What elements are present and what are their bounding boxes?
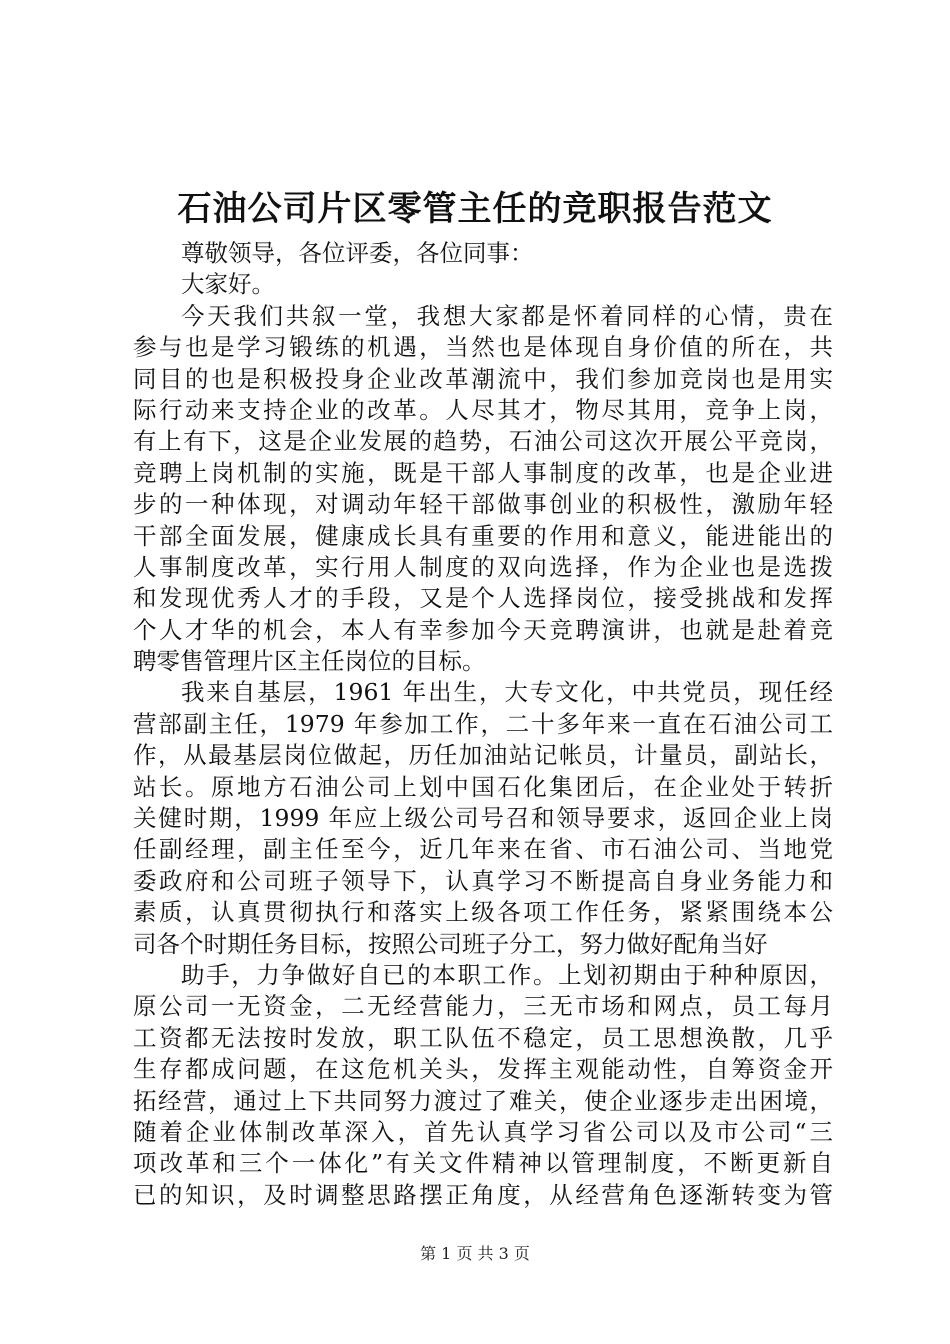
text-line: 生存都成问题，在这危机关头，发挥主观能动性，自筹资金开 [133, 1055, 833, 1084]
text-line: 聘零售管理片区主任岗位的目标。 [133, 647, 486, 676]
text-line: 站长。原地方石油公司上划中国石化集团后，在企业处于转折 [133, 772, 833, 801]
page-number-footer: 第 1 页 共 3 页 [420, 1244, 530, 1263]
text-line: 司各个时期任务目标，按照公司班子分工，努力做好配角当好 [133, 929, 768, 958]
text-line: 已的知识，及时调整思路摆正角度，从经营角色逐渐转变为管 [133, 1180, 833, 1209]
text-line: 素质，认真贯彻执行和落实上级各项工作任务，紧紧围绕本公 [133, 898, 833, 927]
text-line: 关健时期，1999 年应上级公司号召和领导要求，返回企业上岗 [133, 804, 833, 833]
document-body [133, 238, 833, 1211]
text-line: 参与也是学习锻练的机遇，当然也是体现自身价值的所在，共 [133, 333, 833, 362]
text-line: 营部副主任，1979 年参加工作，二十多年来一直在石油公司工 [133, 709, 833, 738]
text-line: 原公司一无资金，二无经营能力，三无市场和网点，员工每月 [133, 992, 833, 1021]
text-line: 项改革和三个一体化”有关文件精神以管理制度，不断更新自 [133, 1149, 833, 1178]
text-line: 干部全面发展，健康成长具有重要的作用和意义，能进能出的 [133, 521, 833, 550]
text-line: 工资都无法按时发放，职工队伍不稳定，员工思想涣散，几乎 [133, 1023, 833, 1052]
text-line: 人事制度改革，实行用人制度的双向选择，作为企业也是选拨 [133, 552, 833, 581]
text-line: 和发现优秀人才的手段，又是个人选择岗位，接受挑战和发挥 [133, 584, 833, 613]
text-line: 今天我们共叙一堂，我想大家都是怀着同样的心情，贵在 [181, 301, 833, 330]
text-line: 拓经营，通过上下共同努力渡过了难关，使企业逐步走出困境， [133, 1086, 833, 1115]
text-line: 作，从最基层岗位做起，历任加油站记帐员，计量员，副站长， [133, 741, 833, 770]
text-line: 竞聘上岗机制的实施，既是干部人事制度的改革，也是企业进 [133, 458, 833, 487]
text-line: 步的一种体现，对调动年轻干部做事创业的积极性，激励年轻 [133, 490, 833, 519]
text-line: 个人才华的机会，本人有幸参加今天竞聘演讲，也就是赴着竞 [133, 615, 833, 644]
text-line: 大家好。 [181, 270, 275, 299]
text-line: 任副经理，副主任至今，近几年来在省、市石油公司、当地党 [133, 835, 833, 864]
text-line: 我来自基层，1961 年出生，大专文化，中共党员，现任经 [181, 678, 833, 707]
text-line: 尊敬领导，各位评委，各位同事： [181, 239, 534, 267]
text-line: 际行动来支持企业的改革。人尽其才，物尽其用，竞争上岗， [133, 395, 833, 424]
text-line: 有上有下，这是企业发展的趋势，石油公司这次开展公平竞岗， [133, 427, 833, 456]
text-line: 随着企业体制改革深入，首先认真学习省公司以及市公司“三 [133, 1117, 833, 1146]
text-line: 委政府和公司班子领导下，认真学习不断提高自身业务能力和 [133, 866, 833, 895]
text-line: 助手，力争做好自已的本职工作。上划初期由于种种原因， [181, 960, 833, 989]
text-line: 同目的也是积极投身企业改革潮流中，我们参加竞岗也是用实 [133, 364, 833, 393]
document-title: 石油公司片区零管主任的竞职报告范文 [177, 189, 773, 229]
